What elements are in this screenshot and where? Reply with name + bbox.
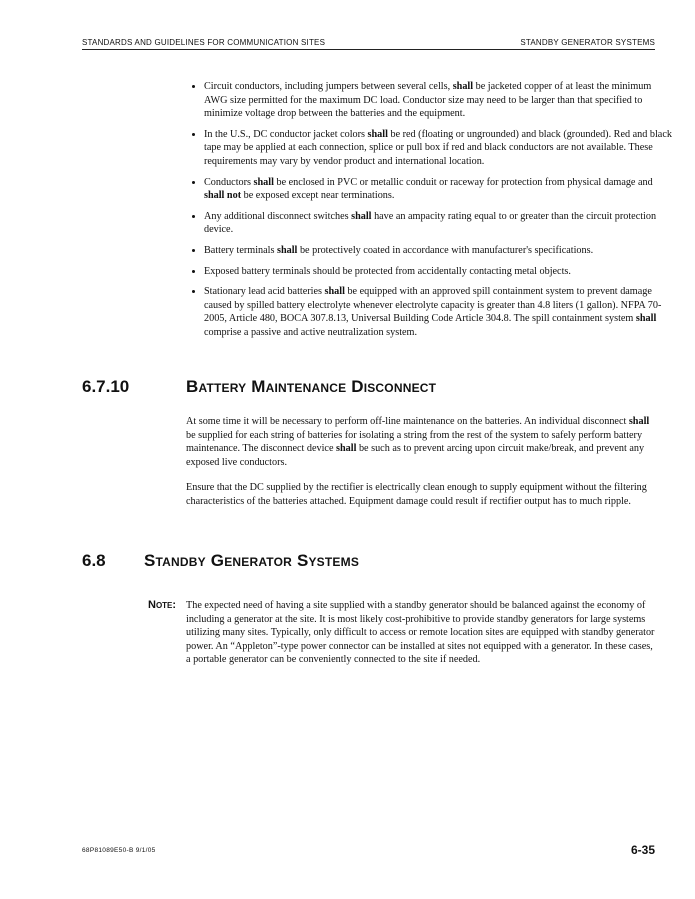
bold-term: shall not <box>204 190 242 202</box>
paragraph: At some time it will be necessary to perform off-line maintenance on the batteries. An individual disconnect shall be supplied for each string of batteries for isolating a string from the rest of the system to safely perform battery maintenance. The disconnect device shall be such as to prevent arcing upon circuit make/break, and prevent any exposed live conductors. <box>186 416 650 468</box>
bold-term: shall <box>367 128 388 140</box>
section-number: 6.7.10 <box>82 377 130 396</box>
list-item: • Battery terminals shall be protectively coated in accordance with manufacturer's specifications. <box>204 244 674 258</box>
section-title: Standby Generator Systems <box>144 551 360 570</box>
section-number: 6.8 <box>82 551 106 570</box>
bold-term: shall <box>351 210 372 222</box>
bold-term: shall <box>628 416 650 427</box>
bold-term: shall <box>635 313 657 325</box>
bold-term: shall <box>336 443 357 455</box>
list-item: • Stationary lead acid batteries shall be equipped with an approved spill containment system to prevent damage caused by spilled battery electrolyte whenever electrolyte capacity is greater than 4.8 liters (1 gallon). NFPA 70-2005, Article 480, BOCA 307.8.13, Universal Building Code Article 304.8. The spill containment system shall comprise a passive and active neutralization system. <box>204 285 674 339</box>
list-item: • Exposed battery terminals should be protected from accidentally contacting metal objects. <box>204 265 674 279</box>
page-number: 6-35 <box>630 843 655 857</box>
list-item: • Conductors shall be enclosed in PVC or metallic conduit or raceway for protection from physical damage and shall not be exposed except near terminations. <box>204 176 674 203</box>
running-header-left: STANDARDS AND GUIDELINES FOR COMMUNICATION SITES <box>82 38 326 47</box>
note-label: Note: <box>148 599 177 611</box>
list-item: • Any additional disconnect switches shall have an ampacity rating equal to or greater than the circuit protection device. <box>204 210 674 237</box>
running-header-right: STANDBY GENERATOR SYSTEMS <box>520 38 655 47</box>
paragraph: Ensure that the DC supplied by the rectifier is electrically clean enough to supply equipment without the filtering characteristics of the batteries attached. Equipment damage could result if rectifier output has to much ripple. <box>186 482 647 507</box>
bold-term: shall <box>277 244 298 256</box>
document-id: 68P81089E50-B 9/1/05 <box>82 847 156 854</box>
list-item: • In the U.S., DC conductor jacket colors shall be red (floating or ungrounded) and black (grounded). Red and black tape may be applied at each connection, splice or pull box if red and black conductors are not available. These requirements may vary by vendor product and international location. <box>204 128 674 169</box>
list-item: • Circuit conductors, including jumpers between several cells, shall be jacketed copper of at least the minimum AWG size permitted for the maximum DC load. Conductor size may need to be larger than that specified to minimize voltage drop between the batteries and the equipment. <box>204 80 674 121</box>
section-heading-6-7-10 <box>82 377 436 397</box>
bold-term: shall <box>452 81 474 92</box>
requirements-list <box>186 80 674 347</box>
note-text: The expected need of having a site supplied with a standby generator should be balanced against the economy of including a generator at the site. It is most likely cost-prohibitive to provide standby generators for large systems utilizing many sites. Typically, only difficult to access or remote location sites are equipped with standby generator power. An “Appleton”-type power connector can be installed at sites not equipped with a generator. In these cases, a portable generator can be conveniently connected to the site if needed. <box>186 600 655 666</box>
bold-term: shall <box>324 286 345 298</box>
section-heading-6-8 <box>82 551 359 571</box>
bold-term: shall <box>253 176 274 188</box>
header-rule <box>82 49 655 50</box>
section-title: Battery Maintenance Disconnect <box>186 377 437 396</box>
